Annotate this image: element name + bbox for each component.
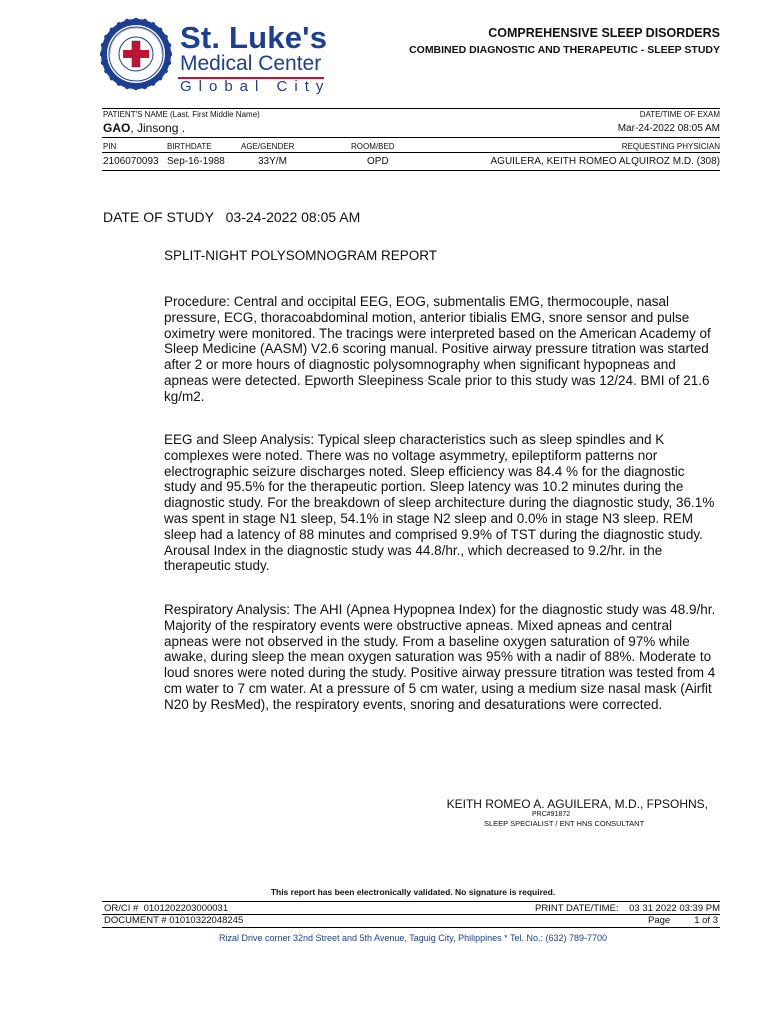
document-number: [104, 915, 243, 926]
age-gender-label: AGE/GENDER: [241, 142, 295, 151]
signatory-title: SLEEP SPECIALIST / ENT HNS CONSULTANT: [484, 819, 645, 828]
physician-value: AGUILERA, KEITH ROMEO ALQUIROZ M.D. (308): [490, 156, 720, 167]
date-of-study-value: 03-24-2022 08:05 AM: [225, 209, 361, 225]
print-date-label: PRINT DATE/TIME:: [535, 903, 619, 914]
signatory-name: KEITH ROMEO A. AGUILERA, M.D., FPSOHNS,: [446, 797, 708, 811]
patient-name-label: PATIENT'S NAME (Last, First Middle Name): [103, 110, 260, 119]
age-gender-value: 33Y/M: [258, 156, 287, 167]
orci-value: 0101202203000031: [143, 903, 229, 914]
document-label: DOCUMENT #: [104, 915, 167, 926]
patient-box-bottom-rule: [102, 170, 720, 171]
birthdate-value: Sep-16-1988: [167, 156, 225, 167]
page-label: Page: [648, 915, 671, 926]
room-bed-value: OPD: [367, 156, 389, 167]
physician-label: REQUESTING PHYSICIAN: [621, 142, 720, 151]
brand-name: St. Luke's: [180, 20, 328, 55]
procedure-paragraph: Procedure: Central and occipital EEG, EOG, submentalis EMG, thermocouple, nasal pressure, ECG, thoracoabdominal motion, anterior tibialis EMG, snore sensor and pulse oximetry were monitored. The tracings were interpreted based on the American Academy of Sleep Medicine (AASM) V2.6 scoring manual. Positive airway pressure titration was started after 2 or more hours of diagnostic polysomnography when significant hypopneas and apneas were detected. Epworth Sleepiness Scale prior to this study was 12/24. BMI of 21.6 kg/m2.: [164, 294, 711, 404]
brand-city: Global City: [180, 78, 331, 95]
validation-note: This report has been electronically validated. No signature is required.: [270, 887, 556, 897]
birthdate-label: BIRTHDATE: [167, 142, 212, 151]
date-of-study: [103, 209, 360, 225]
patient-name: [103, 121, 185, 135]
brand-subtitle: Medical Center: [180, 52, 322, 75]
page-value: 1 of 3: [694, 915, 718, 926]
date-of-study-label: DATE OF STUDY: [103, 209, 214, 225]
print-date-value: 03 31 2022 03:39 PM: [629, 903, 720, 914]
pin-value: 2106070093: [103, 156, 159, 167]
orci-label: OR/CI #: [104, 903, 139, 914]
exam-date-label: DATE/TIME OF EXAM: [639, 110, 720, 119]
footer-bottom-rule: [102, 927, 720, 928]
hospital-seal-logo: [100, 18, 172, 90]
department-title: COMPREHENSIVE SLEEP DISORDERS: [488, 26, 720, 40]
room-bed-label: ROOM/BED: [351, 142, 395, 151]
report-title: SPLIT-NIGHT POLYSOMNOGRAM REPORT: [164, 248, 438, 263]
footer-top-rule: [102, 901, 720, 902]
pin-label: PIN: [103, 142, 117, 151]
study-title: COMBINED DIAGNOSTIC AND THERAPEUTIC - SLEEP STUDY: [409, 44, 720, 56]
patient-first-name: , Jinsong .: [130, 121, 186, 135]
hospital-address: Rizal Drive corner 32nd Street and 5th Avenue, Taguig City, Philippines * Tel. No.: (632) 789-7700: [218, 933, 608, 943]
eeg-analysis-paragraph: EEG and Sleep Analysis: Typical sleep characteristics such as sleep spindles and K complexes were noted. There was no voltage asymmetry, epileptiform patterns nor electrographic seizure discharges noted. Sleep efficiency was 84.4 % for the diagnostic study and 95.5% for the therapeutic portion. Sleep latency was 10.2 minutes during the diagnostic study. For the breakdown of sleep architecture during the diagnostic study, 36.1% was spent in stage N1 sleep, 54.1% in stage N2 sleep and 0.0% in stage N3 sleep. REM sleep had a latency of 88 minutes and comprised 9.9% of TST during the diagnostic study. Arousal Index in the diagnostic study was 44.8/hr., which decreased to 9.2/hr. in the therapeutic study.: [164, 432, 715, 574]
patient-box-top-rule: [102, 108, 720, 109]
exam-date-value: Mar-24-2022 08:05 AM: [617, 123, 720, 134]
document-value: 01010322048245: [169, 915, 244, 926]
signatory-prc: PRC#91872: [532, 811, 571, 818]
respiratory-analysis-paragraph: Respiratory Analysis: The AHI (Apnea Hypopnea Index) for the diagnostic study was 48.9/hr. Majority of the respiratory events were obstructive apneas. Mixed apneas and central apneas were not observed in the study. From a baseline oxygen saturation of 97% while awake, during sleep the mean oxygen saturation was 95% with a nadir of 88%. Moderate to loud snores were noted during the study. Positive airway pressure titration was tested from 4 cm water to 7 cm water. At a pressure of 5 cm water, using a medium size nasal mask (Airfit N20 by ResMed), the respiratory events, snoring and desaturations were corrected.: [164, 602, 716, 712]
patient-box-inner-rule: [102, 152, 720, 153]
patient-box-mid-rule: [102, 137, 720, 138]
print-date: [535, 903, 720, 914]
patient-last-name: GAO: [103, 121, 131, 135]
orci-number: [104, 903, 228, 914]
